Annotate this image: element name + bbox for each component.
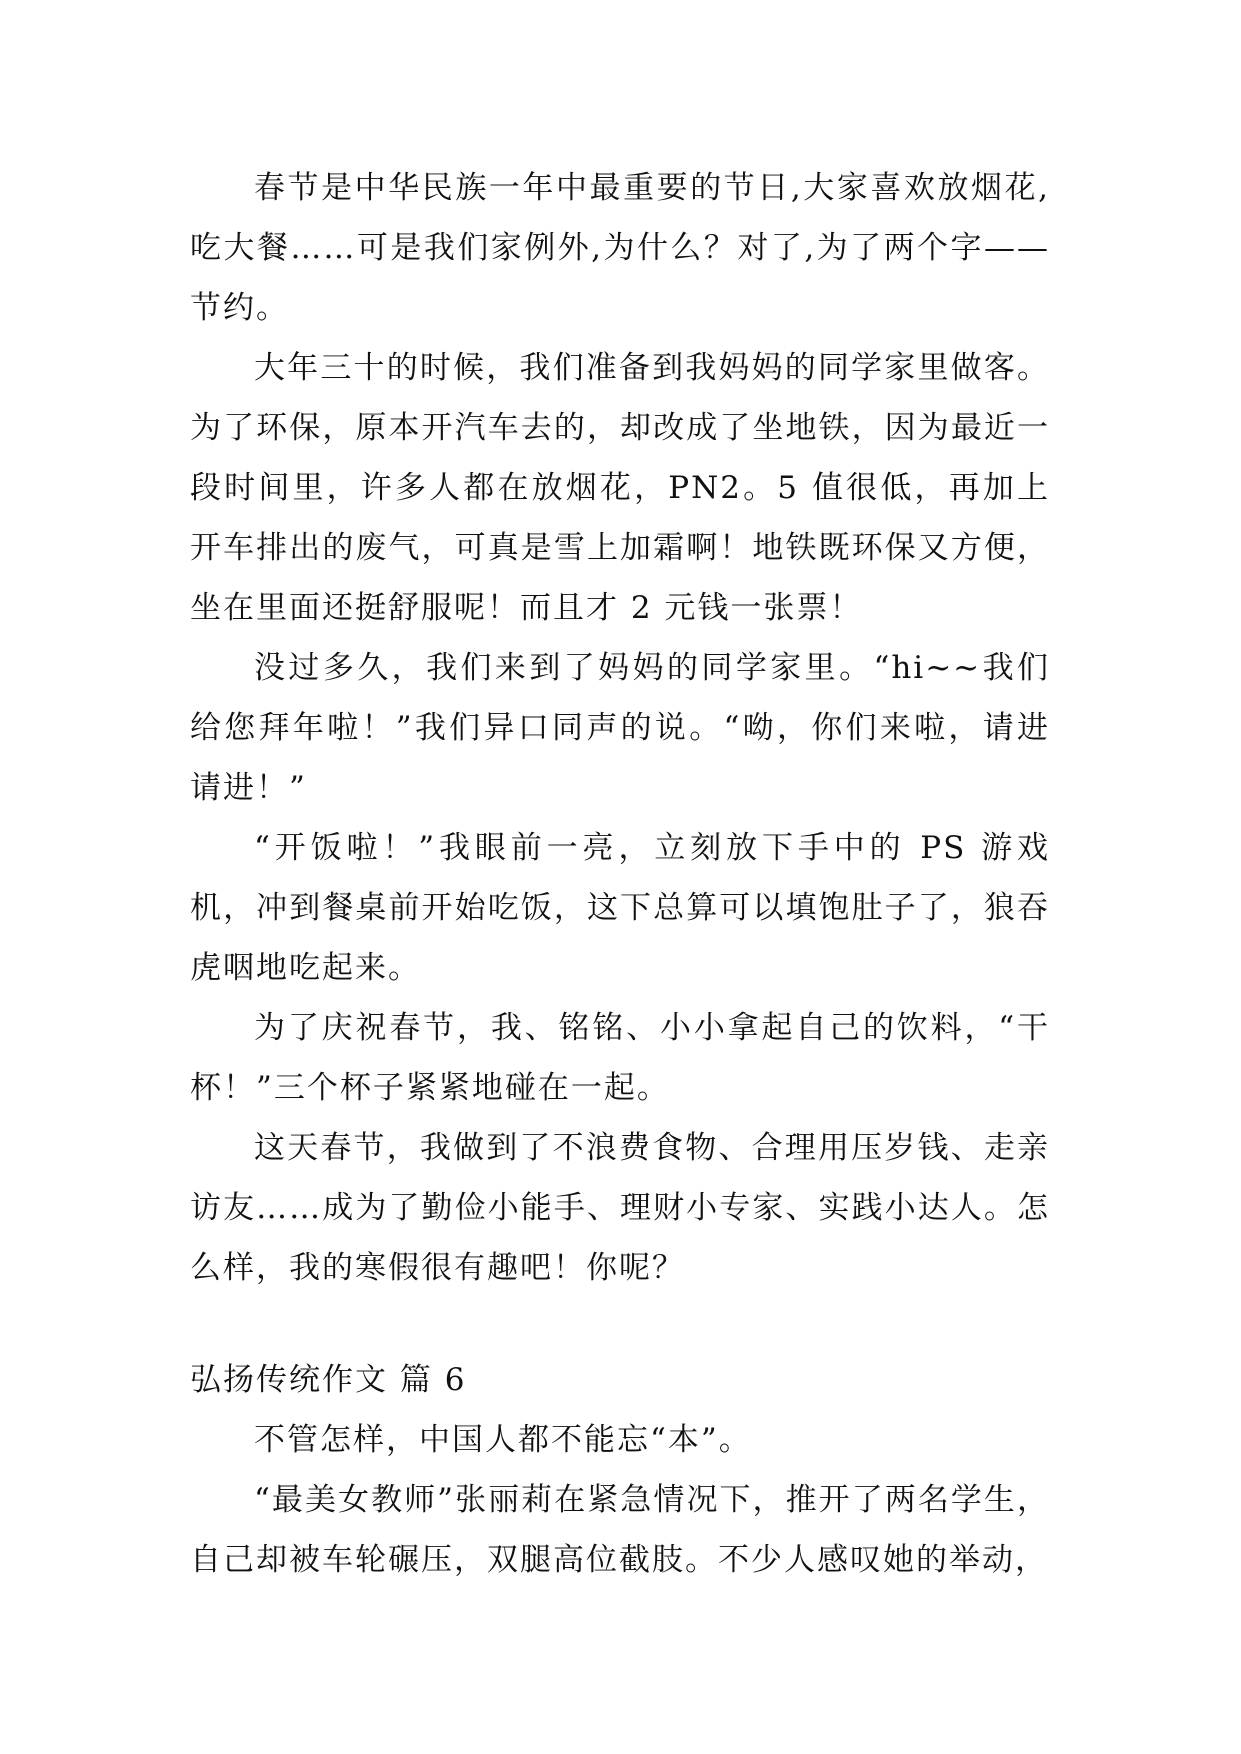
paragraph: 不管怎样，中国人都不能忘“本”。 bbox=[254, 1422, 752, 1458]
paragraph: “最美女教师”张丽莉在紧急情况下，推开了两名学生，自己却被车轮碾压，双腿高位截肢。不少人感叹她的举动， bbox=[190, 1482, 1050, 1578]
paragraph: 春节是中华民族一年中最重要的节日,大家喜欢放烟花,吃大餐……可是我们家例外,为什么？对了,为了两个字——节约。 bbox=[190, 170, 1050, 326]
paragraph: 这天春节，我做到了不浪费食物、合理用压岁钱、走亲访友……成为了勤俭小能手、理财小专家、实践小达人。怎么样，我的寒假很有趣吧！你呢？ bbox=[190, 1130, 1050, 1286]
document-body bbox=[190, 158, 1050, 1590]
paragraph: 为了庆祝春节，我、铭铭、小小拿起自己的饮料，“干杯！”三个杯子紧紧地碰在一起。 bbox=[190, 1010, 1050, 1106]
section-heading: 弘扬传统作文 篇 6 bbox=[190, 1362, 467, 1398]
paragraph: “开饭啦！”我眼前一亮，立刻放下手中的 PS 游戏机，冲到餐桌前开始吃饭，这下总算可以填饱肚子了，狼吞虎咽地吃起来。 bbox=[190, 830, 1050, 986]
paragraph: 大年三十的时候，我们准备到我妈妈的同学家里做客。为了环保，原本开汽车去的，却改成了坐地铁，因为最近一段时间里，许多人都在放烟花，PN2。5 值很低，再加上开车排出的废气，可真是雪上加霜啊！地铁既环保又方便，坐在里面还挺舒服呢！而且才 2 元钱一张票！ bbox=[190, 350, 1050, 626]
paragraph: 没过多久，我们来到了妈妈的同学家里。“hi~~我们给您拜年啦！”我们异口同声的说。“呦，你们来啦，请进请进！” bbox=[190, 650, 1050, 806]
